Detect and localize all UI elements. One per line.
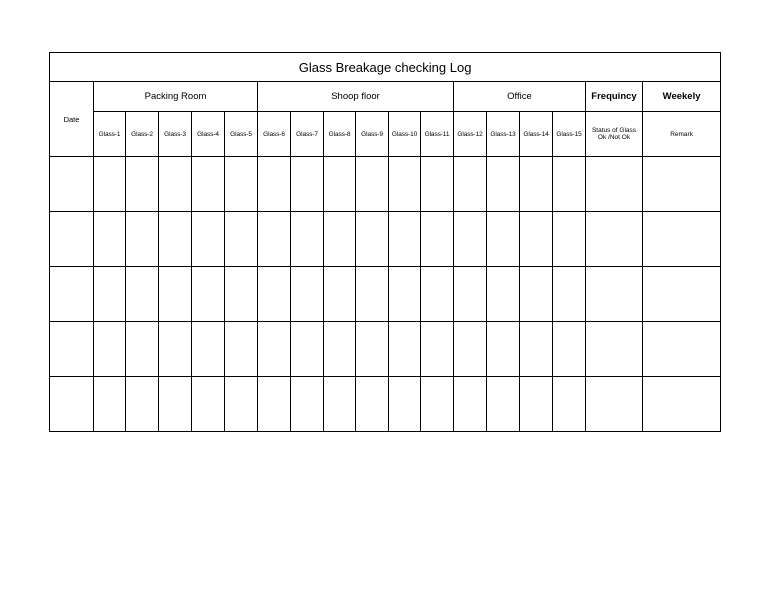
glass-check-cell[interactable] (520, 157, 553, 212)
group-header-weekly: Weekely (643, 82, 721, 112)
glass-check-cell[interactable] (159, 377, 192, 432)
log-sheet (49, 52, 718, 432)
glass-column-header: Glass-4 (192, 112, 225, 157)
glass-check-cell[interactable] (159, 322, 192, 377)
date-cell[interactable] (50, 267, 94, 322)
glass-check-cell[interactable] (421, 377, 454, 432)
glass-check-cell[interactable] (356, 212, 389, 267)
glass-check-cell[interactable] (454, 267, 487, 322)
glass-check-cell[interactable] (520, 377, 553, 432)
glass-breakage-log-table (49, 52, 721, 432)
glass-column-header: Glass-2 (126, 112, 159, 157)
status-cell[interactable] (586, 322, 643, 377)
glass-check-cell[interactable] (487, 267, 520, 322)
glass-check-cell[interactable] (258, 322, 291, 377)
glass-check-cell[interactable] (192, 322, 225, 377)
log-title: Glass Breakage checking Log (50, 53, 721, 82)
date-cell[interactable] (50, 212, 94, 267)
glass-check-cell[interactable] (225, 322, 258, 377)
status-header-line-1: Status of Glass (591, 127, 637, 134)
glass-check-cell[interactable] (94, 322, 126, 377)
glass-check-cell[interactable] (520, 267, 553, 322)
status-cell[interactable] (586, 157, 643, 212)
group-header-office: Office (454, 82, 586, 112)
glass-check-cell[interactable] (454, 377, 487, 432)
glass-check-cell[interactable] (159, 157, 192, 212)
glass-check-cell[interactable] (487, 212, 520, 267)
remark-cell[interactable] (643, 322, 721, 377)
remark-cell[interactable] (643, 157, 721, 212)
glass-check-cell[interactable] (421, 157, 454, 212)
group-header-shoop-floor: Shoop floor (258, 82, 454, 112)
glass-column-header: Glass-14 (520, 112, 553, 157)
remark-cell[interactable] (643, 377, 721, 432)
glass-check-cell[interactable] (421, 322, 454, 377)
glass-check-cell[interactable] (94, 377, 126, 432)
glass-check-cell[interactable] (454, 212, 487, 267)
group-header-frequency: Frequincy (586, 82, 643, 112)
log-row (50, 322, 721, 377)
glass-check-cell[interactable] (126, 322, 159, 377)
remark-column-header: Remark (643, 112, 721, 157)
glass-check-cell[interactable] (520, 212, 553, 267)
glass-column-header: Glass-5 (225, 112, 258, 157)
glass-check-cell[interactable] (258, 267, 291, 322)
glass-check-cell[interactable] (421, 267, 454, 322)
glass-check-cell[interactable] (389, 212, 421, 267)
glass-check-cell[interactable] (258, 212, 291, 267)
status-cell[interactable] (586, 267, 643, 322)
glass-check-cell[interactable] (421, 212, 454, 267)
glass-check-cell[interactable] (454, 322, 487, 377)
date-cell[interactable] (50, 377, 94, 432)
glass-check-cell[interactable] (258, 157, 291, 212)
glass-check-cell[interactable] (487, 157, 520, 212)
glass-check-cell[interactable] (324, 322, 356, 377)
glass-check-cell[interactable] (324, 157, 356, 212)
glass-check-cell[interactable] (356, 377, 389, 432)
glass-check-cell[interactable] (356, 322, 389, 377)
log-row (50, 267, 721, 322)
glass-check-cell[interactable] (126, 267, 159, 322)
glass-check-cell[interactable] (225, 212, 258, 267)
glass-check-cell[interactable] (291, 157, 324, 212)
glass-check-cell[interactable] (324, 212, 356, 267)
glass-column-header: Glass-3 (159, 112, 192, 157)
glass-check-cell[interactable] (159, 267, 192, 322)
glass-column-header: Glass-9 (356, 112, 389, 157)
log-row (50, 157, 721, 212)
glass-check-cell[interactable] (291, 377, 324, 432)
glass-check-cell[interactable] (454, 157, 487, 212)
glass-check-cell[interactable] (324, 377, 356, 432)
glass-column-header: Glass-1 (94, 112, 126, 157)
glass-check-cell[interactable] (192, 377, 225, 432)
log-row (50, 212, 721, 267)
date-cell[interactable] (50, 157, 94, 212)
glass-column-header: Glass-13 (487, 112, 520, 157)
glass-check-cell[interactable] (94, 212, 126, 267)
date-cell[interactable] (50, 322, 94, 377)
glass-check-cell[interactable] (225, 267, 258, 322)
glass-check-cell[interactable] (356, 157, 389, 212)
glass-check-cell[interactable] (126, 377, 159, 432)
status-cell[interactable] (586, 212, 643, 267)
glass-column-header: Glass-8 (324, 112, 356, 157)
group-header-packing-room: Packing Room (94, 82, 258, 112)
status-header-line-2: Ok /Not Ok (597, 134, 631, 141)
remark-cell[interactable] (643, 267, 721, 322)
glass-check-cell[interactable] (389, 267, 421, 322)
glass-check-cell[interactable] (356, 267, 389, 322)
glass-check-cell[interactable] (291, 267, 324, 322)
status-cell[interactable] (586, 377, 643, 432)
glass-check-cell[interactable] (553, 267, 586, 322)
glass-check-cell[interactable] (225, 157, 258, 212)
glass-check-cell[interactable] (389, 322, 421, 377)
glass-column-header: Glass-7 (291, 112, 324, 157)
glass-check-cell[interactable] (389, 377, 421, 432)
glass-check-cell[interactable] (192, 212, 225, 267)
glass-check-cell[interactable] (487, 322, 520, 377)
glass-check-cell[interactable] (94, 157, 126, 212)
glass-check-cell[interactable] (94, 267, 126, 322)
log-row (50, 377, 721, 432)
glass-check-cell[interactable] (553, 377, 586, 432)
remark-cell[interactable] (643, 212, 721, 267)
status-column-header (586, 112, 643, 157)
glass-check-cell[interactable] (487, 377, 520, 432)
glass-column-header: Glass-12 (454, 112, 487, 157)
glass-check-cell[interactable] (126, 212, 159, 267)
log-body (50, 157, 721, 432)
glass-check-cell[interactable] (159, 212, 192, 267)
glass-check-cell[interactable] (520, 322, 553, 377)
glass-column-header: Glass-15 (553, 112, 586, 157)
glass-check-cell[interactable] (291, 212, 324, 267)
glass-check-cell[interactable] (553, 322, 586, 377)
glass-check-cell[interactable] (553, 212, 586, 267)
glass-check-cell[interactable] (126, 157, 159, 212)
glass-column-header: Glass-6 (258, 112, 291, 157)
glass-check-cell[interactable] (258, 377, 291, 432)
glass-check-cell[interactable] (553, 157, 586, 212)
glass-check-cell[interactable] (389, 157, 421, 212)
glass-check-cell[interactable] (225, 377, 258, 432)
glass-check-cell[interactable] (192, 157, 225, 212)
date-column-header: Date (50, 82, 94, 157)
glass-column-header: Glass-11 (421, 112, 454, 157)
glass-check-cell[interactable] (192, 267, 225, 322)
glass-check-cell[interactable] (291, 322, 324, 377)
glass-column-header: Glass-10 (389, 112, 421, 157)
glass-check-cell[interactable] (324, 267, 356, 322)
